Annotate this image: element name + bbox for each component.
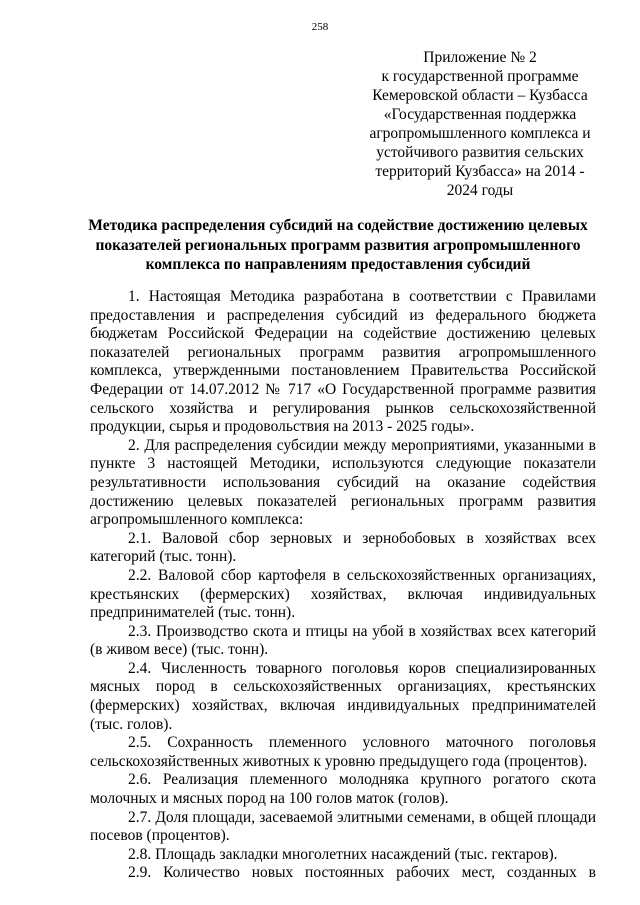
document-body — [90, 288, 596, 883]
paragraph: 2.3. Производство скота и птицы на убой в хозяйствах всех категорий (в живом весе) (тыс. тонн). — [90, 622, 596, 659]
appendix-line: 2024 годы — [446, 182, 514, 199]
paragraph: 2.8. Площадь закладки многолетних насаждений (тыс. гектаров). — [128, 845, 558, 863]
paragraph: 2.4. Численность товарного поголовья коров специализированных мясных пород в сельскохозяйственных организациях, крестьянских (фермерских) хозяйствах, включая индивидуальных предпринимателей (тыс. голов). — [90, 659, 596, 733]
paragraph: 2.1. Валовой сбор зерновых и зернобобовых в хозяйствах всех категорий (тыс. тонн). — [90, 529, 596, 566]
page-number: 258 — [311, 21, 329, 33]
paragraph: 1. Настоящая Методика разработана в соответствии с Правилами предоставления и распределения субсидий из федерального бюджета бюджетам Российской Федерации на содействие достижению целевых показателей региональных программ развития агропромышленного комплекса, утвержденными постановлением Правительства Российской Федерации от 14.07.2012 № 717 «О Государственной программе развития сельского хозяйства и регулирования рынков сельскохозяйственной продукции, сырья и продовольствия на 2013 - 2025 годы». — [90, 288, 596, 436]
appendix-line: Кемеровской области – Кузбасса — [372, 87, 588, 104]
appendix-line: агропромышленного комплекса и — [369, 125, 591, 142]
appendix-line: «Государственная поддержка — [383, 106, 577, 123]
paragraph: 2.6. Реализация племенного молодняка крупного рогатого скота молочных и мясных пород на 100 голов маток (голов). — [90, 771, 596, 808]
paragraph: 2.7. Доля площади, засеваемой элитными семенами, в общей площади посевов (процентов). — [90, 808, 596, 845]
paragraph: 2.9. Количество новых постоянных рабочих мест, созданных в — [128, 864, 596, 882]
appendix-line: устойчивого развития сельских — [376, 144, 584, 161]
appendix-line: территорий Кузбасса» на 2014 - — [375, 163, 585, 180]
paragraph: 2.2. Валовой сбор картофеля в сельскохозяйственных организациях, крестьянских (фермерских) хозяйствах, включая индивидуальных предпринимателей (тыс. тонн). — [90, 566, 596, 622]
appendix-line: к государственной программе — [381, 68, 579, 85]
paragraph: 2.5. Сохранность племенного условного маточного поголовья сельскохозяйственных животных к уровню предыдущего года (процентов). — [90, 734, 596, 770]
appendix-line: Приложение № 2 — [423, 49, 537, 66]
appendix-header — [360, 48, 600, 200]
document-title: Методика распределения субсидий на содействие достижению целевых показателей региональных программ развития агропромышленного комплекса по направлениям предоставления субсидий — [88, 217, 588, 273]
paragraph: 2. Для распределения субсидии между мероприятиями, указанными в пункте 3 настоящей Методики, используются следующие показатели результативности использования субсидий на оказание содействия достижению целевых показателей региональных программ развития агропромышленного комплекса: — [90, 436, 596, 529]
